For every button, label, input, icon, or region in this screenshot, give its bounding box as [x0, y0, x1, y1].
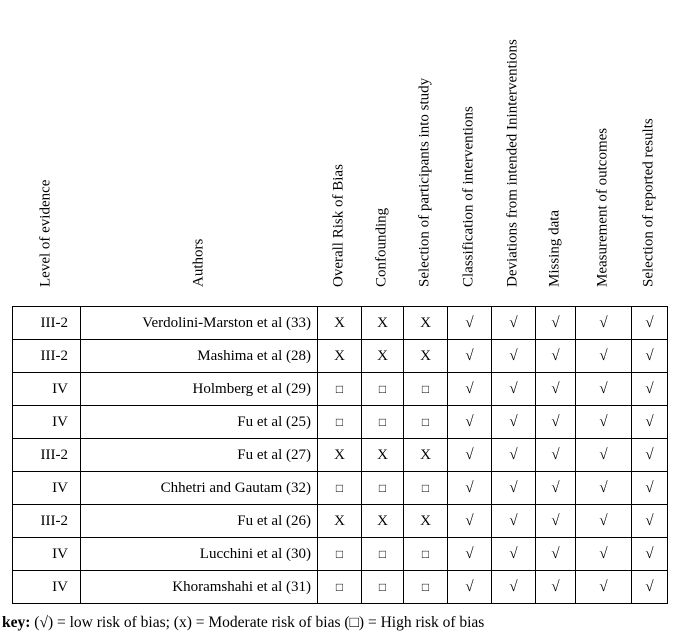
table-row — [13, 373, 668, 406]
risk-mark-cell: √ — [632, 307, 668, 340]
risk-mark-cell: √ — [536, 373, 576, 406]
risk-mark-cell: X — [404, 505, 448, 538]
risk-mark-cell: √ — [492, 439, 536, 472]
risk-mark-cell: √ — [576, 439, 632, 472]
risk-mark-cell: □ — [318, 373, 362, 406]
risk-mark-cell: √ — [448, 439, 492, 472]
risk-mark-cell: √ — [448, 505, 492, 538]
table-row — [13, 340, 668, 373]
risk-mark-cell: √ — [576, 505, 632, 538]
risk-mark-cell: √ — [536, 505, 576, 538]
risk-mark-cell: X — [404, 307, 448, 340]
risk-of-bias-table — [12, 306, 668, 604]
risk-mark-cell: √ — [576, 406, 632, 439]
table-row — [13, 505, 668, 538]
level-of-evidence-cell: III-2 — [13, 439, 81, 472]
header-overall-risk-of-bias-cell — [317, 0, 361, 306]
risk-mark-cell: √ — [536, 439, 576, 472]
risk-mark-cell: X — [318, 340, 362, 373]
risk-mark-cell: □ — [404, 472, 448, 505]
risk-mark-cell: □ — [362, 472, 404, 505]
table-body — [13, 307, 668, 604]
header-missing-data: Missing data — [546, 209, 563, 287]
risk-mark-cell: √ — [576, 571, 632, 604]
level-of-evidence-cell: IV — [13, 571, 81, 604]
risk-mark-cell: X — [362, 340, 404, 373]
header-confounding-cell — [361, 0, 403, 306]
table-row — [13, 538, 668, 571]
level-of-evidence-cell: III-2 — [13, 340, 81, 373]
risk-mark-cell: √ — [576, 373, 632, 406]
risk-mark-cell: □ — [404, 406, 448, 439]
risk-mark-cell: √ — [576, 472, 632, 505]
level-of-evidence-cell: IV — [13, 406, 81, 439]
risk-mark-cell: √ — [492, 472, 536, 505]
level-of-evidence-cell: IV — [13, 538, 81, 571]
risk-mark-cell: √ — [576, 340, 632, 373]
author-cell: Chhetri and Gautam (32) — [81, 472, 318, 505]
risk-mark-cell: X — [318, 307, 362, 340]
table-row — [13, 571, 668, 604]
risk-mark-cell: √ — [492, 406, 536, 439]
risk-mark-cell: √ — [632, 538, 668, 571]
legend-key-label: key: — [2, 614, 31, 631]
risk-mark-cell: X — [362, 307, 404, 340]
risk-mark-cell: √ — [632, 406, 668, 439]
risk-mark-cell: □ — [404, 373, 448, 406]
risk-mark-cell: √ — [576, 307, 632, 340]
header-missing-data-cell — [535, 0, 575, 306]
table-row — [13, 472, 668, 505]
author-cell: Mashima et al (28) — [81, 340, 318, 373]
author-cell: Khoramshahi et al (31) — [81, 571, 318, 604]
risk-mark-cell: √ — [536, 340, 576, 373]
author-cell: Verdolini-Marston et al (33) — [81, 307, 318, 340]
risk-mark-cell: X — [404, 439, 448, 472]
risk-mark-cell: √ — [632, 472, 668, 505]
risk-mark-cell: √ — [632, 505, 668, 538]
level-of-evidence-cell: III-2 — [13, 505, 81, 538]
risk-mark-cell: √ — [448, 340, 492, 373]
author-cell: Lucchini et al (30) — [81, 538, 318, 571]
author-cell: Fu et al (27) — [81, 439, 318, 472]
header-measurement-of-outcomes-cell — [575, 0, 631, 306]
risk-mark-cell: □ — [404, 538, 448, 571]
risk-mark-cell: √ — [448, 373, 492, 406]
author-cell: Fu et al (25) — [81, 406, 318, 439]
table-row — [13, 406, 668, 439]
risk-mark-cell: √ — [448, 472, 492, 505]
risk-mark-cell: √ — [492, 340, 536, 373]
risk-mark-cell: □ — [362, 406, 404, 439]
author-cell: Holmberg et al (29) — [81, 373, 318, 406]
risk-mark-cell: √ — [536, 571, 576, 604]
risk-mark-cell: √ — [492, 307, 536, 340]
risk-mark-cell: □ — [362, 373, 404, 406]
level-of-evidence-cell: III-2 — [13, 307, 81, 340]
risk-mark-cell: √ — [536, 406, 576, 439]
header-deviations-from-interventions: Deviations from intended Ininterventions — [504, 39, 521, 287]
header-selection-of-reported-results: Selection of reported results — [640, 118, 657, 287]
header-confounding: Confounding — [373, 207, 390, 287]
header-selection-of-participants: Selection of participants into study — [416, 77, 433, 287]
header-classification-of-interventions-cell — [447, 0, 491, 306]
header-selection-of-participants-cell — [403, 0, 447, 306]
risk-mark-cell: √ — [632, 373, 668, 406]
risk-mark-cell: √ — [576, 538, 632, 571]
header-level-of-evidence: Level of evidence — [37, 179, 54, 287]
risk-mark-cell: √ — [492, 538, 536, 571]
risk-mark-cell: □ — [318, 472, 362, 505]
risk-mark-cell: □ — [318, 538, 362, 571]
risk-mark-cell: □ — [318, 571, 362, 604]
legend-text: (√) = low risk of bias; (x) = Moderate risk of bias (□) = High risk of bias — [30, 614, 485, 631]
header-authors-cell — [80, 0, 317, 306]
risk-mark-cell: □ — [362, 571, 404, 604]
header-deviations-from-interventions-cell — [491, 0, 535, 306]
level-of-evidence-cell: IV — [13, 373, 81, 406]
risk-mark-cell: X — [318, 505, 362, 538]
risk-mark-cell: √ — [492, 571, 536, 604]
risk-mark-cell: □ — [318, 406, 362, 439]
risk-mark-cell: X — [362, 505, 404, 538]
risk-mark-cell: □ — [404, 571, 448, 604]
risk-mark-cell: √ — [536, 538, 576, 571]
header-classification-of-interventions: Classification of interventions — [460, 106, 477, 287]
risk-mark-cell: √ — [632, 571, 668, 604]
risk-mark-cell: X — [362, 439, 404, 472]
risk-mark-cell: □ — [362, 538, 404, 571]
author-cell: Fu et al (26) — [81, 505, 318, 538]
header-level-of-evidence-cell — [12, 0, 80, 306]
risk-mark-cell: √ — [536, 307, 576, 340]
risk-mark-cell: √ — [536, 472, 576, 505]
header-authors: Authors — [190, 238, 206, 287]
risk-mark-cell: √ — [448, 307, 492, 340]
risk-mark-cell: √ — [492, 505, 536, 538]
header-measurement-of-outcomes: Measurement of outcomes — [594, 127, 611, 287]
risk-mark-cell: √ — [632, 439, 668, 472]
risk-mark-cell: √ — [632, 340, 668, 373]
level-of-evidence-cell: IV — [13, 472, 81, 505]
risk-mark-cell: X — [318, 439, 362, 472]
risk-mark-cell: √ — [448, 406, 492, 439]
header-selection-of-reported-results-cell — [631, 0, 667, 306]
header-overall-risk-of-bias: Overall Risk of Bias — [330, 164, 347, 287]
risk-mark-cell: √ — [492, 373, 536, 406]
risk-mark-cell: √ — [448, 571, 492, 604]
risk-mark-cell: √ — [448, 538, 492, 571]
table-row — [13, 307, 668, 340]
legend — [2, 614, 484, 632]
table-row — [13, 439, 668, 472]
risk-mark-cell: X — [404, 340, 448, 373]
